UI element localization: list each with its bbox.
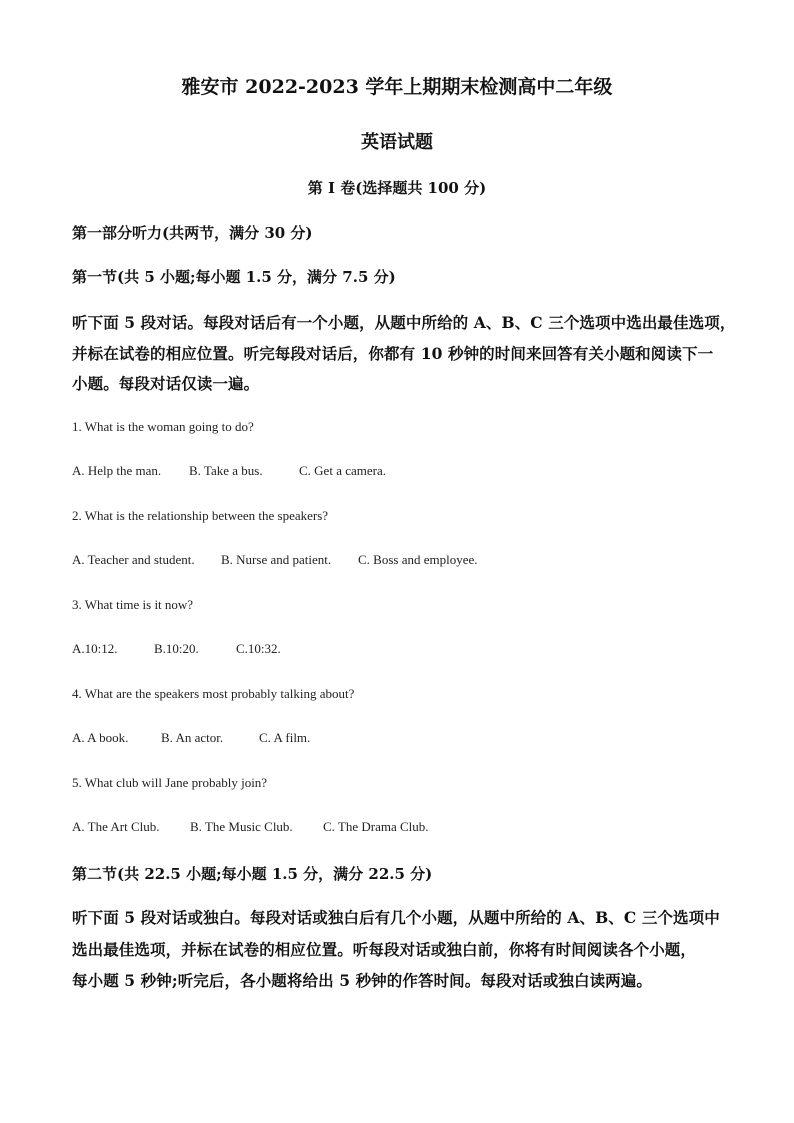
option-a: A. A book. [72, 730, 129, 745]
option-c: C. A film. [259, 730, 311, 745]
question-3-text: 3. What time is it now? [72, 597, 194, 612]
question-1-text: 1. What is the woman going to do? [72, 419, 254, 434]
exam-subject: 英语试题 [361, 132, 433, 153]
section2-instruction-line: 选出最佳选项，并标在试卷的相应位置。听每段对话或独白前，你将有时间阅读各个小题， [72, 940, 697, 959]
section1-heading: 第一节(共 5 小题;每小题 1.5 分，满分 7.5 分) [72, 268, 396, 286]
option-b: B. Nurse and patient. [221, 552, 332, 567]
part1-heading: 第一部分听力(共两节，满分 30 分) [72, 224, 313, 242]
section1-instruction-line: 小题。每段对话仅读一遍。 [72, 374, 260, 393]
option-a: A. Help the man. [72, 463, 162, 478]
option-a: A. Teacher and student. [72, 552, 195, 567]
section2-heading: 第二节(共 22.5 小题;每小题 1.5 分，满分 22.5 分) [72, 865, 433, 883]
section2-instruction-line: 每小题 5 秒钟;听完后，各小题将给出 5 秒钟的作答时间。每段对话或独白读两遍。 [72, 971, 652, 990]
option-a: A.10:12. [72, 641, 118, 656]
question-4-text: 4. What are the speakers most probably talking about? [72, 686, 355, 701]
question-5-text: 5. What club will Jane probably join? [72, 775, 268, 790]
exam-title: 雅安市 2022-2023 学年上期期末检测高中二年级 [181, 76, 613, 98]
question-2-text: 2. What is the relationship between the speakers? [72, 508, 329, 523]
option-b: B. An actor. [161, 730, 224, 745]
volume-heading: 第 I 卷(选择题共 100 分) [307, 179, 487, 197]
option-a: A. The Art Club. [72, 819, 160, 834]
section1-instruction-line: 听下面 5 段对话。每段对话后有一个小题，从题中所给的 A、B、C 三个选项中选出最佳选项， [72, 313, 736, 332]
option-b: B.10:20. [154, 641, 199, 656]
option-c: C. The Drama Club. [323, 819, 429, 834]
option-b: B. The Music Club. [190, 819, 293, 834]
option-b: B. Take a bus. [189, 463, 263, 478]
option-c: C. Boss and employee. [358, 552, 478, 567]
section2-instruction-line: 听下面 5 段对话或独白。每段对话或独白后有几个小题，从题中所给的 A、B、C 三个选项中 [72, 908, 720, 927]
option-c: C.10:32. [236, 641, 281, 656]
option-c: C. Get a camera. [299, 463, 386, 478]
section1-instruction-line: 并标在试卷的相应位置。听完每段对话后，你都有 10 秒钟的时间来回答有关小题和阅读下一 [72, 344, 714, 363]
